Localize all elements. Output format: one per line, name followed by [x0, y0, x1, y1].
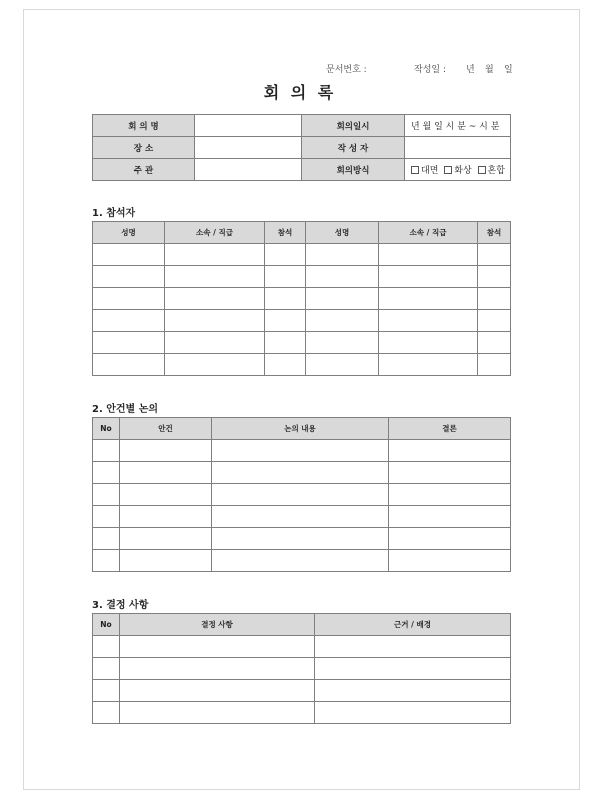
attendees-header-attendance: 참석	[265, 222, 306, 244]
table-row	[93, 266, 511, 288]
table-cell[interactable]	[478, 244, 511, 266]
table-cell[interactable]	[389, 440, 511, 462]
writer-field[interactable]	[405, 137, 511, 159]
date-day-label: 일	[504, 65, 513, 75]
document-number-label: 문서번호 :	[326, 65, 367, 75]
table-cell[interactable]	[212, 506, 389, 528]
table-cell[interactable]	[478, 310, 511, 332]
agenda-header-item: 안건	[120, 418, 212, 440]
table-row	[93, 462, 511, 484]
table-cell[interactable]	[389, 462, 511, 484]
agenda-table	[92, 417, 511, 572]
table-cell[interactable]	[165, 266, 265, 288]
option-video-label: 화상	[454, 166, 472, 176]
meeting-info-table	[92, 114, 511, 181]
table-cell[interactable]	[212, 528, 389, 550]
table-cell[interactable]	[315, 702, 511, 724]
table-row	[93, 528, 511, 550]
table-row	[93, 680, 511, 702]
table-cell[interactable]	[93, 288, 165, 310]
table-cell[interactable]	[379, 288, 478, 310]
checkbox-in-person[interactable]	[411, 166, 419, 174]
place-field[interactable]	[195, 137, 302, 159]
table-cell[interactable]	[120, 440, 212, 462]
table-cell[interactable]	[120, 702, 315, 724]
date-year-label: 년	[466, 65, 475, 75]
writer-label: 작 성 자	[302, 137, 405, 159]
table-cell[interactable]	[93, 658, 120, 680]
table-row	[93, 550, 511, 572]
meeting-datetime-label: 회의일시	[302, 115, 405, 137]
table-cell[interactable]	[93, 528, 120, 550]
attendees-table	[92, 221, 511, 376]
table-cell[interactable]	[265, 266, 306, 288]
attendees-header-attendance-2: 참석	[478, 222, 511, 244]
table-row	[93, 332, 511, 354]
agenda-header-discussion: 논의 내용	[212, 418, 389, 440]
table-cell[interactable]	[315, 658, 511, 680]
table-cell[interactable]	[120, 462, 212, 484]
place-label: 장 소	[93, 137, 195, 159]
table-cell[interactable]	[265, 332, 306, 354]
agenda-header-conclusion: 결론	[389, 418, 511, 440]
table-cell[interactable]	[165, 244, 265, 266]
attendees-header-name-2: 성명	[306, 222, 379, 244]
table-cell[interactable]	[120, 658, 315, 680]
table-cell[interactable]	[93, 636, 120, 658]
table-cell[interactable]	[165, 310, 265, 332]
table-cell[interactable]	[120, 550, 212, 572]
meeting-method-label: 회의방식	[302, 159, 405, 181]
document-title: 회 의 록	[263, 83, 337, 102]
date-label: 작성일 :	[414, 65, 446, 75]
table-cell[interactable]	[93, 354, 165, 376]
table-row	[93, 658, 511, 680]
table-cell[interactable]	[478, 288, 511, 310]
table-cell[interactable]	[120, 528, 212, 550]
table-cell[interactable]	[212, 484, 389, 506]
host-field[interactable]	[195, 159, 302, 181]
table-cell[interactable]	[379, 354, 478, 376]
meeting-method-options	[405, 159, 511, 181]
table-row	[93, 244, 511, 266]
table-cell[interactable]	[306, 288, 379, 310]
attendees-header-name: 성명	[93, 222, 165, 244]
table-cell[interactable]	[478, 266, 511, 288]
table-cell[interactable]	[315, 636, 511, 658]
checkbox-video[interactable]	[444, 166, 452, 174]
table-row	[93, 506, 511, 528]
decisions-header-no: No	[93, 614, 120, 636]
table-cell[interactable]	[212, 462, 389, 484]
agenda-header-no: No	[93, 418, 120, 440]
decisions-table	[92, 613, 511, 724]
table-row	[93, 702, 511, 724]
table-cell[interactable]	[120, 680, 315, 702]
table-cell[interactable]	[379, 310, 478, 332]
table-cell[interactable]	[120, 484, 212, 506]
table-cell[interactable]	[165, 332, 265, 354]
table-cell[interactable]	[93, 680, 120, 702]
table-cell[interactable]	[306, 244, 379, 266]
table-cell[interactable]	[478, 354, 511, 376]
table-cell[interactable]	[93, 484, 120, 506]
decisions-section-title: 3. 결정 사항	[92, 600, 149, 611]
table-cell[interactable]	[478, 332, 511, 354]
decisions-header-decision: 결정 사항	[120, 614, 315, 636]
meeting-name-label: 회 의 명	[93, 115, 195, 137]
table-cell[interactable]	[379, 332, 478, 354]
attendees-header-affiliation-2: 소속 / 직급	[379, 222, 478, 244]
table-cell[interactable]	[315, 680, 511, 702]
meeting-name-field[interactable]	[195, 115, 302, 137]
table-cell[interactable]	[212, 550, 389, 572]
table-cell[interactable]	[93, 550, 120, 572]
agenda-section-title: 2. 안건별 논의	[92, 404, 159, 415]
table-row	[93, 484, 511, 506]
table-cell[interactable]	[306, 266, 379, 288]
table-cell[interactable]	[93, 506, 120, 528]
table-cell[interactable]	[306, 332, 379, 354]
table-row	[93, 354, 511, 376]
host-label: 주 관	[93, 159, 195, 181]
table-cell[interactable]	[389, 506, 511, 528]
table-cell[interactable]	[165, 354, 265, 376]
table-cell[interactable]	[93, 266, 165, 288]
table-cell[interactable]	[379, 244, 478, 266]
table-cell[interactable]	[389, 550, 511, 572]
table-cell[interactable]	[120, 636, 315, 658]
table-cell[interactable]	[379, 266, 478, 288]
decisions-header-rationale: 근거 / 배경	[315, 614, 511, 636]
option-hybrid-label: 혼합	[487, 166, 505, 176]
table-cell[interactable]	[165, 288, 265, 310]
table-cell[interactable]	[93, 310, 165, 332]
meeting-datetime-field[interactable]: 년 월 일 시 분 ~ 시 분	[405, 115, 511, 137]
table-cell[interactable]	[265, 288, 306, 310]
table-cell[interactable]	[389, 484, 511, 506]
table-row	[93, 440, 511, 462]
table-cell[interactable]	[93, 462, 120, 484]
checkbox-hybrid[interactable]	[478, 166, 486, 174]
option-in-person-label: 대면	[421, 166, 439, 176]
attendees-header-affiliation: 소속 / 직급	[165, 222, 265, 244]
table-cell[interactable]	[93, 440, 120, 462]
table-cell[interactable]	[306, 354, 379, 376]
table-cell[interactable]	[265, 310, 306, 332]
table-row	[93, 288, 511, 310]
table-cell[interactable]	[389, 528, 511, 550]
table-cell[interactable]	[306, 310, 379, 332]
table-cell[interactable]	[265, 354, 306, 376]
table-row	[93, 636, 511, 658]
table-cell[interactable]	[265, 244, 306, 266]
table-cell[interactable]	[93, 702, 120, 724]
table-row	[93, 310, 511, 332]
table-cell[interactable]	[120, 506, 212, 528]
table-cell[interactable]	[93, 244, 165, 266]
attendees-section-title: 1. 참석자	[92, 208, 136, 219]
table-cell[interactable]	[212, 440, 389, 462]
date-month-label: 월	[485, 65, 494, 75]
table-cell[interactable]	[93, 332, 165, 354]
